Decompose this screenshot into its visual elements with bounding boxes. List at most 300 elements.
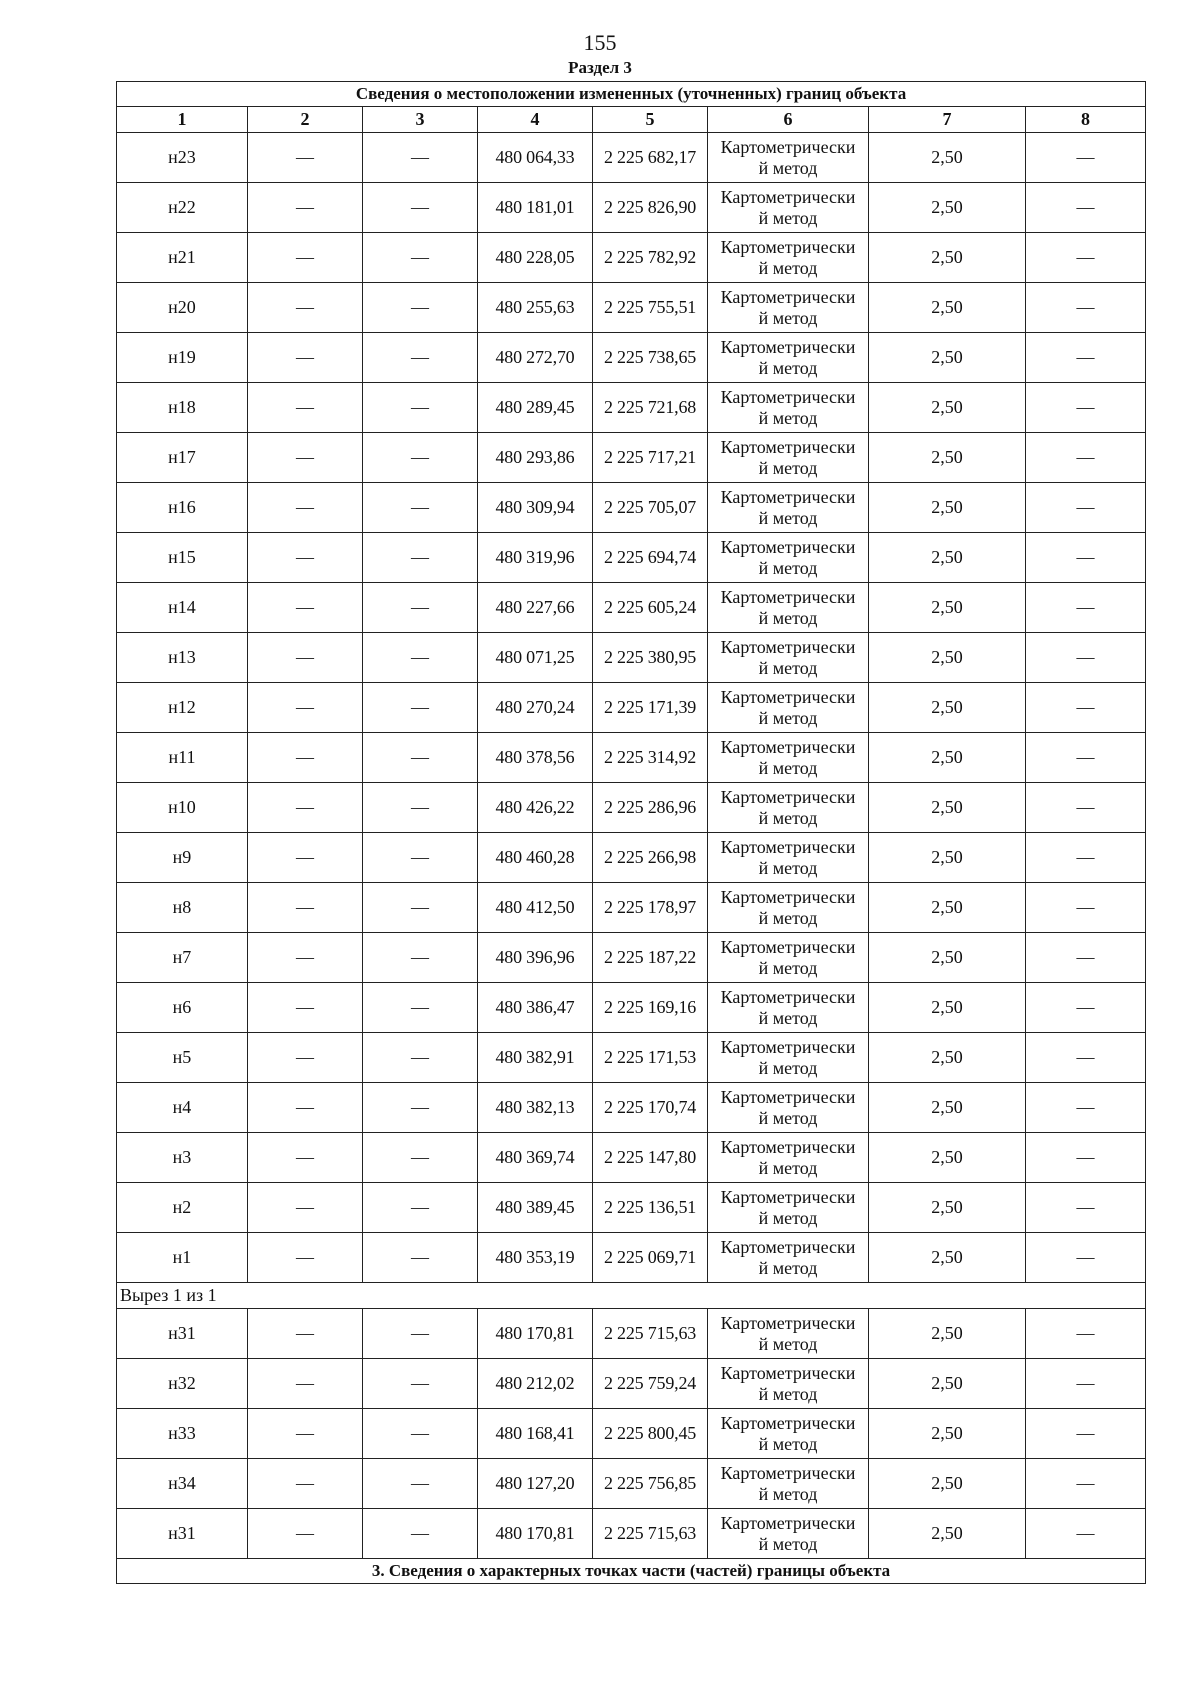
method-line-2: й метод	[758, 1157, 818, 1178]
col2-cell: —	[248, 1309, 363, 1359]
col3-cell: —	[363, 683, 478, 733]
accuracy-cell: 2,50	[869, 1133, 1026, 1183]
point-id-cell: н32	[117, 1359, 248, 1409]
point-id-cell: н2	[117, 1183, 248, 1233]
col3-cell: —	[363, 383, 478, 433]
accuracy-cell: 2,50	[869, 133, 1026, 183]
table-row	[117, 333, 1146, 383]
method-line-2: й метод	[758, 1007, 818, 1028]
col8-cell: —	[1026, 883, 1146, 933]
col3-cell: —	[363, 733, 478, 783]
col2-cell: —	[248, 933, 363, 983]
method-line-1: Картометрически	[720, 136, 856, 157]
method-line-2: й метод	[758, 357, 818, 378]
col2-cell: —	[248, 1409, 363, 1459]
table-row	[117, 683, 1146, 733]
y-coordinate-cell: 2 225 694,74	[593, 533, 708, 583]
x-coordinate-cell: 480 426,22	[478, 783, 593, 833]
x-coordinate-cell: 480 212,02	[478, 1359, 593, 1409]
col2-cell: —	[248, 433, 363, 483]
method-cell	[708, 783, 869, 833]
accuracy-cell: 2,50	[869, 1409, 1026, 1459]
col3-cell: —	[363, 483, 478, 533]
col2-cell: —	[248, 133, 363, 183]
method-line-2: й метод	[758, 857, 818, 878]
point-id-cell: н21	[117, 233, 248, 283]
y-coordinate-cell: 2 225 755,51	[593, 283, 708, 333]
accuracy-cell: 2,50	[869, 183, 1026, 233]
method-line-1: Картометрически	[720, 836, 856, 857]
col3-cell: —	[363, 983, 478, 1033]
col8-cell: —	[1026, 1083, 1146, 1133]
col2-cell: —	[248, 333, 363, 383]
method-cell	[708, 1359, 869, 1409]
col2-cell: —	[248, 1083, 363, 1133]
point-id-cell: н18	[117, 383, 248, 433]
x-coordinate-cell: 480 386,47	[478, 983, 593, 1033]
col2-cell: —	[248, 233, 363, 283]
x-coordinate-cell: 480 460,28	[478, 833, 593, 883]
col8-cell: —	[1026, 1133, 1146, 1183]
y-coordinate-cell: 2 225 738,65	[593, 333, 708, 383]
method-cell	[708, 1133, 869, 1183]
point-id-cell: н3	[117, 1133, 248, 1183]
col8-cell: —	[1026, 683, 1146, 733]
method-line-2: й метод	[758, 1257, 818, 1278]
method-cell	[708, 133, 869, 183]
point-id-cell: н34	[117, 1459, 248, 1509]
accuracy-cell: 2,50	[869, 333, 1026, 383]
method-line-1: Картометрически	[720, 1136, 856, 1157]
cutout-label-row	[117, 1283, 1146, 1309]
table-row	[117, 1309, 1146, 1359]
y-coordinate-cell: 2 225 756,85	[593, 1459, 708, 1509]
method-line-1: Картометрически	[720, 186, 856, 207]
x-coordinate-cell: 480 168,41	[478, 1409, 593, 1459]
col2-cell: —	[248, 633, 363, 683]
col2-cell: —	[248, 283, 363, 333]
x-coordinate-cell: 480 309,94	[478, 483, 593, 533]
col8-cell: —	[1026, 483, 1146, 533]
y-coordinate-cell: 2 225 136,51	[593, 1183, 708, 1233]
method-line-1: Картометрически	[720, 336, 856, 357]
point-id-cell: н33	[117, 1409, 248, 1459]
col8-cell: —	[1026, 183, 1146, 233]
method-line-1: Картометрически	[720, 236, 856, 257]
col3-cell: —	[363, 433, 478, 483]
table-row	[117, 1133, 1146, 1183]
col3-cell: —	[363, 583, 478, 633]
point-id-cell: н19	[117, 333, 248, 383]
col3-cell: —	[363, 533, 478, 583]
table-row	[117, 433, 1146, 483]
method-cell	[708, 483, 869, 533]
accuracy-cell: 2,50	[869, 483, 1026, 533]
col8-cell: —	[1026, 783, 1146, 833]
method-line-1: Картометрически	[720, 486, 856, 507]
accuracy-cell: 2,50	[869, 533, 1026, 583]
method-line-2: й метод	[758, 557, 818, 578]
y-coordinate-cell: 2 225 717,21	[593, 433, 708, 483]
point-id-cell: н31	[117, 1309, 248, 1359]
accuracy-cell: 2,50	[869, 933, 1026, 983]
y-coordinate-cell: 2 225 286,96	[593, 783, 708, 833]
x-coordinate-cell: 480 293,86	[478, 433, 593, 483]
col3-cell: —	[363, 833, 478, 883]
col8-cell: —	[1026, 1509, 1146, 1559]
col3-cell: —	[363, 1409, 478, 1459]
y-coordinate-cell: 2 225 266,98	[593, 833, 708, 883]
method-line-2: й метод	[758, 457, 818, 478]
y-coordinate-cell: 2 225 169,16	[593, 983, 708, 1033]
method-line-2: й метод	[758, 657, 818, 678]
table-row	[117, 883, 1146, 933]
accuracy-cell: 2,50	[869, 1509, 1026, 1559]
y-coordinate-cell: 2 225 605,24	[593, 583, 708, 633]
x-coordinate-cell: 480 319,96	[478, 533, 593, 583]
point-id-cell: н15	[117, 533, 248, 583]
col3-cell: —	[363, 1359, 478, 1409]
method-cell	[708, 383, 869, 433]
accuracy-cell: 2,50	[869, 383, 1026, 433]
table-caption: Сведения о местоположении измененных (уточненных) границ объекта	[117, 82, 1146, 107]
x-coordinate-cell: 480 412,50	[478, 883, 593, 933]
method-line-1: Картометрически	[720, 686, 856, 707]
method-cell	[708, 1459, 869, 1509]
col8-cell: —	[1026, 383, 1146, 433]
method-line-2: й метод	[758, 1057, 818, 1078]
x-coordinate-cell: 480 071,25	[478, 633, 593, 683]
y-coordinate-cell: 2 225 715,63	[593, 1309, 708, 1359]
col3-cell: —	[363, 933, 478, 983]
column-number: 5	[593, 107, 708, 133]
point-id-cell: н13	[117, 633, 248, 683]
y-coordinate-cell: 2 225 682,17	[593, 133, 708, 183]
method-line-2: й метод	[758, 1533, 818, 1554]
method-cell	[708, 583, 869, 633]
accuracy-cell: 2,50	[869, 733, 1026, 783]
point-id-cell: н23	[117, 133, 248, 183]
x-coordinate-cell: 480 369,74	[478, 1133, 593, 1183]
col8-cell: —	[1026, 833, 1146, 883]
col2-cell: —	[248, 383, 363, 433]
method-line-1: Картометрически	[720, 936, 856, 957]
method-line-1: Картометрически	[720, 586, 856, 607]
col2-cell: —	[248, 833, 363, 883]
point-id-cell: н14	[117, 583, 248, 633]
column-number: 3	[363, 107, 478, 133]
method-line-2: й метод	[758, 1483, 818, 1504]
method-cell	[708, 1409, 869, 1459]
column-number: 6	[708, 107, 869, 133]
table-caption-row	[117, 82, 1146, 107]
point-id-cell: н4	[117, 1083, 248, 1133]
method-line-2: й метод	[758, 157, 818, 178]
table-row	[117, 1233, 1146, 1283]
method-line-1: Картометрически	[720, 886, 856, 907]
method-line-1: Картометрически	[720, 1036, 856, 1057]
accuracy-cell: 2,50	[869, 583, 1026, 633]
y-coordinate-cell: 2 225 800,45	[593, 1409, 708, 1459]
table-row	[117, 1459, 1146, 1509]
col2-cell: —	[248, 1359, 363, 1409]
y-coordinate-cell: 2 225 826,90	[593, 183, 708, 233]
boundary-coordinates-table	[116, 81, 1146, 1584]
method-cell	[708, 1309, 869, 1359]
col3-cell: —	[363, 233, 478, 283]
method-line-1: Картометрически	[720, 1312, 856, 1333]
y-coordinate-cell: 2 225 380,95	[593, 633, 708, 683]
method-line-1: Картометрически	[720, 1186, 856, 1207]
method-line-1: Картометрически	[720, 1462, 856, 1483]
method-line-1: Картометрически	[720, 1512, 856, 1533]
point-id-cell: н7	[117, 933, 248, 983]
x-coordinate-cell: 480 378,56	[478, 733, 593, 783]
col3-cell: —	[363, 783, 478, 833]
method-line-2: й метод	[758, 1383, 818, 1404]
table-row	[117, 833, 1146, 883]
accuracy-cell: 2,50	[869, 233, 1026, 283]
col8-cell: —	[1026, 1309, 1146, 1359]
col2-cell: —	[248, 1509, 363, 1559]
col3-cell: —	[363, 1033, 478, 1083]
method-cell	[708, 983, 869, 1033]
accuracy-cell: 2,50	[869, 883, 1026, 933]
x-coordinate-cell: 480 255,63	[478, 283, 593, 333]
method-line-1: Картометрически	[720, 436, 856, 457]
x-coordinate-cell: 480 353,19	[478, 1233, 593, 1283]
col3-cell: —	[363, 1309, 478, 1359]
accuracy-cell: 2,50	[869, 1309, 1026, 1359]
table-row	[117, 183, 1146, 233]
accuracy-cell: 2,50	[869, 683, 1026, 733]
accuracy-cell: 2,50	[869, 1459, 1026, 1509]
col2-cell: —	[248, 883, 363, 933]
col8-cell: —	[1026, 1459, 1146, 1509]
accuracy-cell: 2,50	[869, 783, 1026, 833]
column-number-row	[117, 107, 1146, 133]
method-cell	[708, 1083, 869, 1133]
x-coordinate-cell: 480 228,05	[478, 233, 593, 283]
col8-cell: —	[1026, 233, 1146, 283]
point-id-cell: н5	[117, 1033, 248, 1083]
col2-cell: —	[248, 1133, 363, 1183]
col8-cell: —	[1026, 583, 1146, 633]
x-coordinate-cell: 480 227,66	[478, 583, 593, 633]
method-cell	[708, 1033, 869, 1083]
col8-cell: —	[1026, 283, 1146, 333]
method-cell	[708, 333, 869, 383]
y-coordinate-cell: 2 225 721,68	[593, 383, 708, 433]
y-coordinate-cell: 2 225 178,97	[593, 883, 708, 933]
method-line-2: й метод	[758, 1107, 818, 1128]
table-row	[117, 633, 1146, 683]
method-line-2: й метод	[758, 507, 818, 528]
col2-cell: —	[248, 483, 363, 533]
method-cell	[708, 933, 869, 983]
point-id-cell: н8	[117, 883, 248, 933]
x-coordinate-cell: 480 170,81	[478, 1309, 593, 1359]
col3-cell: —	[363, 333, 478, 383]
x-coordinate-cell: 480 170,81	[478, 1509, 593, 1559]
method-line-1: Картометрически	[720, 1412, 856, 1433]
method-line-1: Картометрически	[720, 786, 856, 807]
method-line-2: й метод	[758, 1207, 818, 1228]
column-number: 4	[478, 107, 593, 133]
method-line-1: Картометрически	[720, 286, 856, 307]
accuracy-cell: 2,50	[869, 1033, 1026, 1083]
x-coordinate-cell: 480 272,70	[478, 333, 593, 383]
y-coordinate-cell: 2 225 171,53	[593, 1033, 708, 1083]
method-line-2: й метод	[758, 207, 818, 228]
point-id-cell: н6	[117, 983, 248, 1033]
col8-cell: —	[1026, 133, 1146, 183]
y-coordinate-cell: 2 225 171,39	[593, 683, 708, 733]
col2-cell: —	[248, 1033, 363, 1083]
col8-cell: —	[1026, 433, 1146, 483]
col2-cell: —	[248, 583, 363, 633]
y-coordinate-cell: 2 225 069,71	[593, 1233, 708, 1283]
table-row	[117, 1033, 1146, 1083]
x-coordinate-cell: 480 064,33	[478, 133, 593, 183]
col8-cell: —	[1026, 933, 1146, 983]
y-coordinate-cell: 2 225 314,92	[593, 733, 708, 783]
method-line-2: й метод	[758, 807, 818, 828]
method-line-2: й метод	[758, 607, 818, 628]
method-line-2: й метод	[758, 1333, 818, 1354]
x-coordinate-cell: 480 181,01	[478, 183, 593, 233]
table-row	[117, 733, 1146, 783]
method-cell	[708, 683, 869, 733]
method-line-2: й метод	[758, 407, 818, 428]
x-coordinate-cell: 480 127,20	[478, 1459, 593, 1509]
method-cell	[708, 733, 869, 783]
table-row	[117, 783, 1146, 833]
col8-cell: —	[1026, 1409, 1146, 1459]
accuracy-cell: 2,50	[869, 983, 1026, 1033]
section-title: Раздел 3	[568, 58, 632, 77]
method-cell	[708, 233, 869, 283]
method-cell	[708, 833, 869, 883]
accuracy-cell: 2,50	[869, 433, 1026, 483]
method-line-1: Картометрически	[720, 636, 856, 657]
accuracy-cell: 2,50	[869, 633, 1026, 683]
point-id-cell: н20	[117, 283, 248, 333]
col3-cell: —	[363, 883, 478, 933]
col2-cell: —	[248, 1183, 363, 1233]
col3-cell: —	[363, 1459, 478, 1509]
method-cell	[708, 1233, 869, 1283]
col3-cell: —	[363, 1183, 478, 1233]
col2-cell: —	[248, 1233, 363, 1283]
col2-cell: —	[248, 533, 363, 583]
col3-cell: —	[363, 1509, 478, 1559]
col2-cell: —	[248, 183, 363, 233]
col3-cell: —	[363, 1233, 478, 1283]
table-row	[117, 533, 1146, 583]
point-id-cell: н1	[117, 1233, 248, 1283]
col2-cell: —	[248, 683, 363, 733]
col3-cell: —	[363, 183, 478, 233]
point-id-cell: н9	[117, 833, 248, 883]
method-cell	[708, 533, 869, 583]
accuracy-cell: 2,50	[869, 1233, 1026, 1283]
method-line-1: Картометрически	[720, 1362, 856, 1383]
table-row	[117, 383, 1146, 433]
x-coordinate-cell: 480 289,45	[478, 383, 593, 433]
table-row	[117, 1083, 1146, 1133]
y-coordinate-cell: 2 225 759,24	[593, 1359, 708, 1409]
footer-caption-row	[117, 1559, 1146, 1584]
col2-cell: —	[248, 733, 363, 783]
table-row	[117, 983, 1146, 1033]
method-line-2: й метод	[758, 257, 818, 278]
method-line-1: Картометрически	[720, 536, 856, 557]
table-row	[117, 283, 1146, 333]
method-line-2: й метод	[758, 1433, 818, 1454]
method-line-2: й метод	[758, 757, 818, 778]
method-line-1: Картометрически	[720, 386, 856, 407]
col8-cell: —	[1026, 533, 1146, 583]
method-line-1: Картометрически	[720, 736, 856, 757]
point-id-cell: н31	[117, 1509, 248, 1559]
accuracy-cell: 2,50	[869, 283, 1026, 333]
col3-cell: —	[363, 283, 478, 333]
point-id-cell: н16	[117, 483, 248, 533]
method-cell	[708, 1509, 869, 1559]
method-cell	[708, 283, 869, 333]
method-cell	[708, 633, 869, 683]
method-cell	[708, 1183, 869, 1233]
column-number: 7	[869, 107, 1026, 133]
y-coordinate-cell: 2 225 170,74	[593, 1083, 708, 1133]
method-line-2: й метод	[758, 957, 818, 978]
col8-cell: —	[1026, 633, 1146, 683]
point-id-cell: н12	[117, 683, 248, 733]
x-coordinate-cell: 480 270,24	[478, 683, 593, 733]
point-id-cell: н22	[117, 183, 248, 233]
method-line-2: й метод	[758, 707, 818, 728]
table-row	[117, 583, 1146, 633]
column-number: 8	[1026, 107, 1146, 133]
method-line-2: й метод	[758, 307, 818, 328]
x-coordinate-cell: 480 396,96	[478, 933, 593, 983]
col8-cell: —	[1026, 733, 1146, 783]
column-number: 2	[248, 107, 363, 133]
col8-cell: —	[1026, 983, 1146, 1033]
accuracy-cell: 2,50	[869, 1359, 1026, 1409]
table-row	[117, 133, 1146, 183]
y-coordinate-cell: 2 225 147,80	[593, 1133, 708, 1183]
col8-cell: —	[1026, 1359, 1146, 1409]
footer-caption: 3. Сведения о характерных точках части (частей) границы объекта	[117, 1559, 1146, 1584]
accuracy-cell: 2,50	[869, 1183, 1026, 1233]
table-row	[117, 1509, 1146, 1559]
method-line-1: Картометрически	[720, 986, 856, 1007]
col2-cell: —	[248, 1459, 363, 1509]
col3-cell: —	[363, 133, 478, 183]
method-line-1: Картометрически	[720, 1086, 856, 1107]
col3-cell: —	[363, 1083, 478, 1133]
accuracy-cell: 2,50	[869, 1083, 1026, 1133]
y-coordinate-cell: 2 225 782,92	[593, 233, 708, 283]
point-id-cell: н11	[117, 733, 248, 783]
table-row	[117, 1183, 1146, 1233]
point-id-cell: н10	[117, 783, 248, 833]
method-cell	[708, 433, 869, 483]
col2-cell: —	[248, 783, 363, 833]
method-line-1: Картометрически	[720, 1236, 856, 1257]
